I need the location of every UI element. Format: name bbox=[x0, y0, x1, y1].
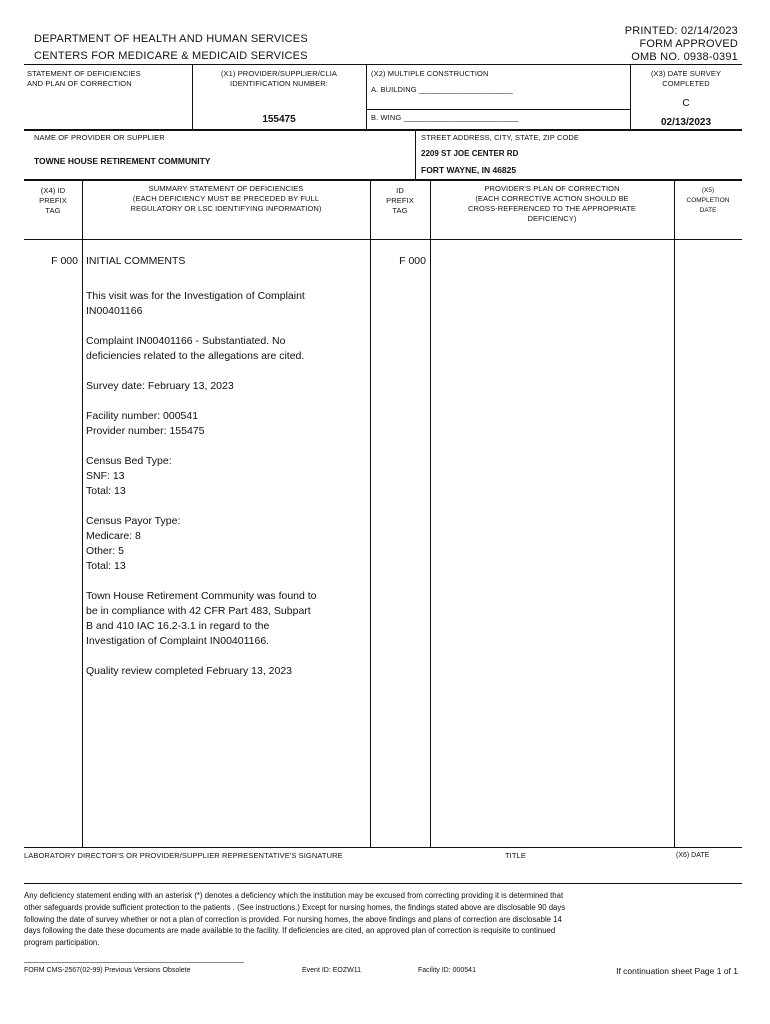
provider-name: TOWNE HOUSE RETIREMENT COMMUNITY bbox=[34, 156, 211, 166]
form-top-border bbox=[24, 64, 742, 65]
printed-date: PRINTED: 02/14/2023 bbox=[624, 25, 738, 37]
date-label: (X6) DATE bbox=[676, 852, 710, 859]
entry-body bbox=[86, 289, 366, 694]
entry-line: Other: 5 bbox=[86, 545, 124, 557]
department-line-1: DEPARTMENT OF HEALTH AND HUMAN SERVICES bbox=[34, 33, 308, 45]
plan-header-line-1: PROVIDER'S PLAN OF CORRECTION bbox=[484, 184, 620, 193]
column-divider bbox=[370, 180, 371, 847]
x1-label-line-1: (X1) PROVIDER/SUPPLIER/CLIA bbox=[220, 69, 338, 78]
statement-label-line-1: STATEMENT OF DEFICIENCIES bbox=[27, 69, 141, 78]
form-number: FORM CMS-2567(02-99) Previous Versions Obsolete bbox=[24, 967, 191, 974]
disclaimer-line: days following the date these documents are made available to the facility. If deficiencies are cited, an approved plan of correction is requisite to continued bbox=[24, 926, 556, 936]
column-divider bbox=[82, 180, 83, 847]
x2-label: (X2) MULTIPLE CONSTRUCTION bbox=[371, 69, 489, 78]
wing-label: B. WING ___________________________ bbox=[371, 113, 519, 122]
divider bbox=[24, 883, 742, 884]
entry-line: Quality review completed February 13, 2023 bbox=[86, 665, 293, 677]
entry-line: be in compliance with 42 CFR Part 483, Subpart bbox=[86, 605, 311, 617]
disclaimer-line: program participation. bbox=[24, 938, 100, 948]
summary-header-line-3: REGULATORY OR LSC IDENTIFYING INFORMATION) bbox=[130, 204, 322, 213]
disclaimer-line: other safeguards provide sufficient protection to the patients . (See instructions.) Except for nursing homes, the findings stated above are disclosable 90 days bbox=[24, 902, 566, 912]
entry-paragraph bbox=[86, 334, 366, 364]
divider bbox=[415, 130, 416, 179]
column-divider bbox=[674, 180, 675, 847]
x4-header bbox=[24, 186, 82, 216]
survey-date: 02/13/2023 bbox=[660, 117, 712, 128]
plan-header bbox=[430, 184, 674, 224]
tag-prefix-left: F 000 bbox=[51, 255, 78, 267]
omb-number: OMB NO. 0938-0391 bbox=[631, 51, 738, 63]
disclaimer-line: following the date of survey whether or not a plan of correction is provided. For nursing homes, the above findings and plans of correction are disclosable 14 bbox=[24, 914, 562, 924]
title-label: TITLE bbox=[505, 851, 526, 860]
id-header-line-1: ID bbox=[396, 186, 404, 195]
x5-header bbox=[674, 186, 742, 216]
entry-line: Census Bed Type: bbox=[86, 455, 172, 467]
id-header-line-2: PREFIX bbox=[386, 196, 414, 205]
id-header bbox=[371, 186, 429, 216]
plan-header-line-4: DEFICIENCY) bbox=[527, 214, 577, 223]
address-label: STREET ADDRESS, CITY, STATE, ZIP CODE bbox=[421, 133, 580, 142]
tag-prefix-right: F 000 bbox=[399, 255, 426, 267]
divider bbox=[24, 239, 742, 240]
entry-line: Facility number: 000541 bbox=[86, 410, 199, 422]
survey-letter: C bbox=[682, 98, 690, 109]
x1-label-line-2: IDENTIFICATION NUMBER: bbox=[230, 79, 328, 88]
entry-line: B and 410 IAC 16.2-3.1 in regard to the bbox=[86, 620, 270, 632]
entry-paragraph bbox=[86, 454, 366, 499]
entry-line: Total: 13 bbox=[86, 485, 126, 497]
statement-label-line-2: AND PLAN OF CORRECTION bbox=[27, 79, 132, 88]
entry-paragraph bbox=[86, 514, 366, 574]
entry-title: INITIAL COMMENTS bbox=[86, 255, 186, 267]
x4-header-line-1: (X4) ID bbox=[40, 186, 66, 195]
department-line-2: CENTERS FOR MEDICARE & MEDICAID SERVICES bbox=[34, 50, 308, 62]
x4-header-line-2: PREFIX bbox=[39, 196, 67, 205]
x5-header-line-2: COMPLETION bbox=[686, 197, 730, 204]
summary-header bbox=[82, 184, 370, 214]
entry-paragraph bbox=[86, 379, 366, 394]
entry-line: Town House Retirement Community was found to bbox=[86, 590, 317, 602]
divider bbox=[366, 64, 367, 130]
event-id: Event ID: EOZW11 bbox=[302, 967, 361, 974]
continuation-page: If continuation sheet Page 1 of 1 bbox=[616, 966, 738, 976]
x4-header-line-3: TAG bbox=[45, 206, 61, 215]
entry-line: Complaint IN00401166 - Substantiated. No bbox=[86, 335, 286, 347]
summary-header-line-2: (EACH DEFICIENCY MUST BE PRECEDED BY FULL bbox=[132, 194, 320, 203]
building-label: A. BUILDING ______________________ bbox=[371, 85, 513, 94]
x3-label bbox=[630, 69, 742, 89]
facility-id: Facility ID: 000541 bbox=[418, 967, 476, 974]
entry-line: Total: 13 bbox=[86, 560, 126, 572]
city-state-zip: FORT WAYNE, IN 46825 bbox=[421, 165, 517, 175]
x3-label-line-1: (X3) DATE SURVEY bbox=[650, 69, 722, 78]
entry-line: Survey date: February 13, 2023 bbox=[86, 380, 234, 392]
entry-line: Provider number: 155475 bbox=[86, 425, 205, 437]
divider bbox=[24, 129, 742, 131]
disclaimer bbox=[24, 890, 742, 949]
footer-divider bbox=[24, 962, 244, 963]
signature-label: LABORATORY DIRECTOR'S OR PROVIDER/SUPPLIER REPRESENTATIVE'S SIGNATURE bbox=[24, 851, 343, 860]
divider bbox=[24, 179, 742, 181]
provider-id-number: 155475 bbox=[262, 114, 296, 125]
entry-paragraph bbox=[86, 664, 366, 679]
plan-header-line-3: CROSS-REFERENCED TO THE APPROPRIATE bbox=[468, 204, 636, 213]
entry-line: Investigation of Complaint IN00401166. bbox=[86, 635, 270, 647]
entry-line: This visit was for the Investigation of Complaint bbox=[86, 290, 305, 302]
form-approved: FORM APPROVED bbox=[639, 38, 738, 50]
statement-label bbox=[27, 69, 141, 89]
x3-label-line-2: COMPLETED bbox=[662, 79, 710, 88]
disclaimer-line: Any deficiency statement ending with an asterisk (*) denotes a deficiency which the institution may be excused from correcting providing it is determined that bbox=[24, 891, 564, 900]
provider-name-label: NAME OF PROVIDER OR SUPPLIER bbox=[34, 133, 165, 142]
entry-line: Census Payor Type: bbox=[86, 515, 181, 527]
entry-line: IN00401166 bbox=[86, 305, 143, 317]
summary-header-line-1: SUMMARY STATEMENT OF DEFICIENCIES bbox=[148, 184, 304, 193]
divider bbox=[366, 109, 630, 110]
divider bbox=[24, 847, 742, 848]
entry-paragraph bbox=[86, 409, 366, 439]
entry-paragraph bbox=[86, 589, 366, 649]
column-divider bbox=[430, 180, 431, 847]
entry-line: deficiencies related to the allegations are cited. bbox=[86, 350, 305, 362]
entry-paragraph bbox=[86, 289, 366, 319]
plan-header-line-2: (EACH CORRECTIVE ACTION SHOULD BE bbox=[475, 194, 629, 203]
entry-line: SNF: 13 bbox=[86, 470, 125, 482]
entry-line: Medicare: 8 bbox=[86, 530, 141, 542]
x1-label bbox=[192, 69, 366, 89]
street-address: 2209 ST JOE CENTER RD bbox=[421, 149, 519, 158]
x5-header-line-3: DATE bbox=[699, 207, 717, 214]
x5-header-line-1: (X5) bbox=[701, 187, 715, 194]
id-header-line-3: TAG bbox=[392, 206, 408, 215]
paragraph-list bbox=[86, 289, 366, 679]
